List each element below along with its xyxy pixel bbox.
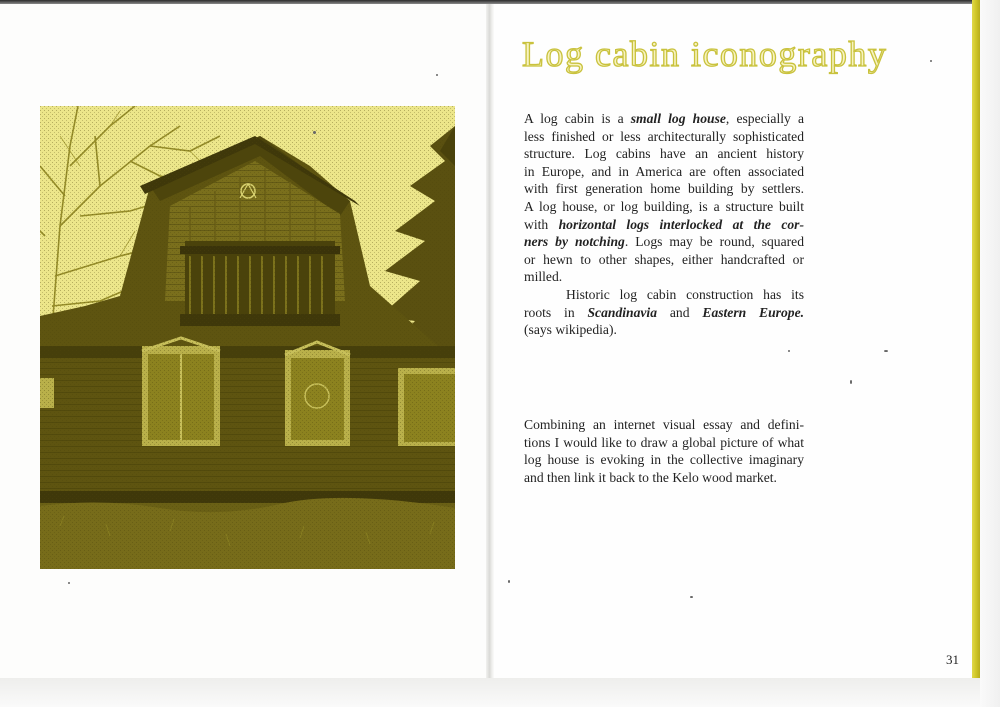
scan-speck bbox=[68, 582, 70, 584]
text-run: milled. bbox=[524, 269, 563, 285]
text-run: and then link it back to the Kelo wood market. bbox=[524, 469, 777, 485]
scan-speck bbox=[930, 60, 932, 62]
text-run: with bbox=[524, 216, 559, 232]
text-run: and bbox=[657, 304, 703, 320]
text-run: less finished or less architecturally sophisticated bbox=[524, 128, 804, 144]
text-run: or hewn to other shapes, either handcrafted or bbox=[524, 251, 804, 267]
text-line bbox=[524, 216, 804, 234]
emphasis-text: small log house bbox=[630, 111, 726, 126]
text-run: tions I would like to draw a global picture of what bbox=[524, 434, 804, 450]
text-line bbox=[524, 233, 804, 251]
text-line bbox=[524, 434, 804, 452]
text-line bbox=[524, 268, 804, 286]
yellow-page-edge bbox=[972, 0, 980, 680]
text-run: with first generation home building by settlers. bbox=[524, 181, 804, 197]
scan-speck bbox=[508, 580, 510, 583]
text-line bbox=[524, 416, 804, 434]
book-gutter bbox=[486, 4, 494, 680]
text-run: A log house, or log building, is a structure built bbox=[524, 198, 804, 214]
page-title-text: Log cabin iconography bbox=[522, 34, 888, 74]
essay-intent-paragraph bbox=[524, 416, 804, 486]
scan-margin bbox=[980, 0, 1000, 707]
scan-speck bbox=[313, 131, 316, 134]
text-run: , especially a bbox=[725, 111, 805, 126]
scan-speck bbox=[690, 596, 693, 598]
text-line bbox=[524, 286, 804, 304]
text-line bbox=[524, 110, 804, 128]
emphasis-text: horizontal logs interlocked at the cor- bbox=[558, 216, 804, 232]
emphasis-text: Eastern Europe. bbox=[702, 304, 804, 320]
text-run: Historic log cabin construction has its bbox=[566, 286, 804, 302]
page-title bbox=[522, 28, 942, 78]
page-number: 31 bbox=[946, 652, 959, 667]
emphasis-text: Scandinavia bbox=[587, 304, 657, 320]
text-line bbox=[524, 163, 804, 181]
text-line bbox=[524, 251, 804, 269]
emphasis-text: ners by notching bbox=[524, 234, 625, 250]
text-line bbox=[524, 145, 804, 163]
text-run: A log cabin is a bbox=[524, 111, 631, 126]
text-line bbox=[524, 198, 804, 216]
text-run: . Logs may be round, squared bbox=[624, 234, 804, 250]
text-line bbox=[524, 304, 804, 322]
text-line bbox=[524, 180, 804, 198]
page-bottom-shadow bbox=[0, 678, 980, 707]
text-run: (says wikipedia). bbox=[524, 322, 617, 338]
scan-speck bbox=[436, 74, 438, 76]
text-run: roots in bbox=[524, 304, 588, 320]
text-run: structure. Log cabins have an ancient history bbox=[524, 146, 804, 162]
text-run: in Europe, and in America are often associated bbox=[524, 163, 804, 179]
text-line bbox=[524, 451, 804, 469]
intro-paragraph bbox=[524, 110, 804, 339]
scan-speck bbox=[884, 350, 888, 352]
text-line bbox=[524, 128, 804, 146]
log-house-photo bbox=[40, 106, 455, 569]
scan-speck bbox=[850, 380, 852, 384]
text-line bbox=[524, 321, 804, 339]
text-line bbox=[524, 469, 804, 487]
text-run: Combining an internet visual essay and defini- bbox=[524, 417, 804, 432]
right-page bbox=[494, 4, 972, 678]
text-run: log house is evoking in the collective imaginary bbox=[524, 452, 804, 468]
scan-speck bbox=[788, 350, 790, 352]
